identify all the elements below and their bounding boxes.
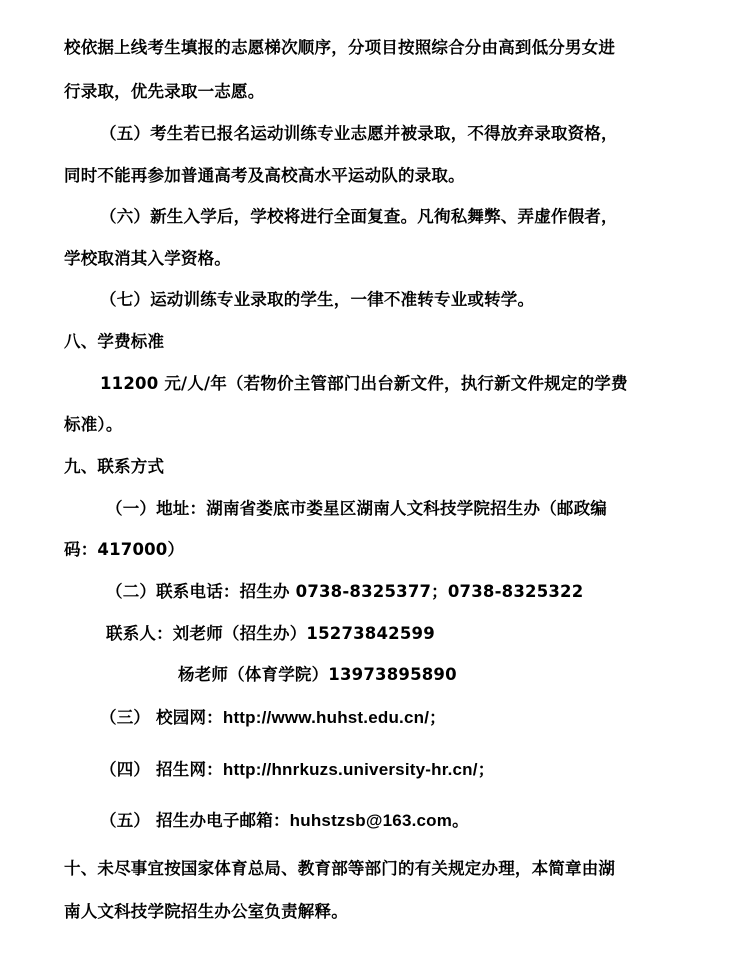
admission-email-line	[100, 809, 469, 833]
line-end-punctuation: ；	[477, 760, 495, 779]
paragraph-line: 行录取，优先录取一志愿。	[64, 82, 265, 101]
paragraph-line: 校依据上线考生填报的志愿梯次顺序，分项目按照综合分由高到低分男女进	[64, 38, 616, 57]
paragraph-line: （五）考生若已报名运动训练专业志愿并被录取，不得放弃录取资格，	[100, 124, 618, 143]
paragraph-line: 标准）。	[64, 415, 123, 434]
campus-website-line	[100, 706, 446, 730]
campus-website-link[interactable]: http://www.huhst.edu.cn/	[222, 708, 430, 727]
paragraph-line: （七）运动训练专业录取的学生，一律不准转专业或转学。	[100, 290, 535, 309]
paragraph-line: （六）新生入学后，学校将进行全面复查。凡徇私舞弊、弄虚作假者，	[100, 207, 618, 226]
contact-person-line: 杨老师（体育学院）13973895890	[178, 665, 457, 684]
line-end-punctuation: ；	[429, 708, 446, 727]
contact-address-line: 码：417000）	[64, 540, 185, 559]
contact-phone-line: （二）联系电话：招生办 0738-8325377；0738-8325322	[106, 582, 584, 601]
paragraph-line: 南人文科技学院招生办公室负责解释。	[64, 902, 348, 921]
admission-email-link[interactable]: huhstzsb@163.com	[289, 811, 453, 830]
admission-website-link[interactable]: http://hnrkuzs.university-hr.cn/	[222, 760, 478, 779]
paragraph-line: 学校取消其入学资格。	[64, 249, 231, 268]
section-heading: 八、学费标准	[64, 332, 165, 351]
admission-email-label: （五） 招生办电子邮箱：	[100, 811, 290, 830]
paragraph-line: 11200 元/人/年（若物价主管部门出台新文件，执行新文件规定的学费	[100, 374, 628, 393]
admission-website-label: （四） 招生网：	[100, 760, 223, 779]
contact-address-line: （一）地址：湖南省娄底市娄星区湖南人文科技学院招生办（邮政编	[106, 499, 607, 518]
paragraph-line: 同时不能再参加普通高考及高校高水平运动队的录取。	[64, 166, 465, 185]
campus-website-label: （三） 校园网：	[100, 708, 223, 727]
admission-website-line	[100, 758, 494, 782]
line-end-punctuation: 。	[452, 811, 469, 830]
section-heading: 九、联系方式	[64, 457, 165, 476]
contact-person-line: 联系人：刘老师（招生办）15273842599	[106, 624, 435, 643]
section-heading: 十、未尽事宜按国家体育总局、教育部等部门的有关规定办理，本简章由湖	[64, 859, 616, 878]
